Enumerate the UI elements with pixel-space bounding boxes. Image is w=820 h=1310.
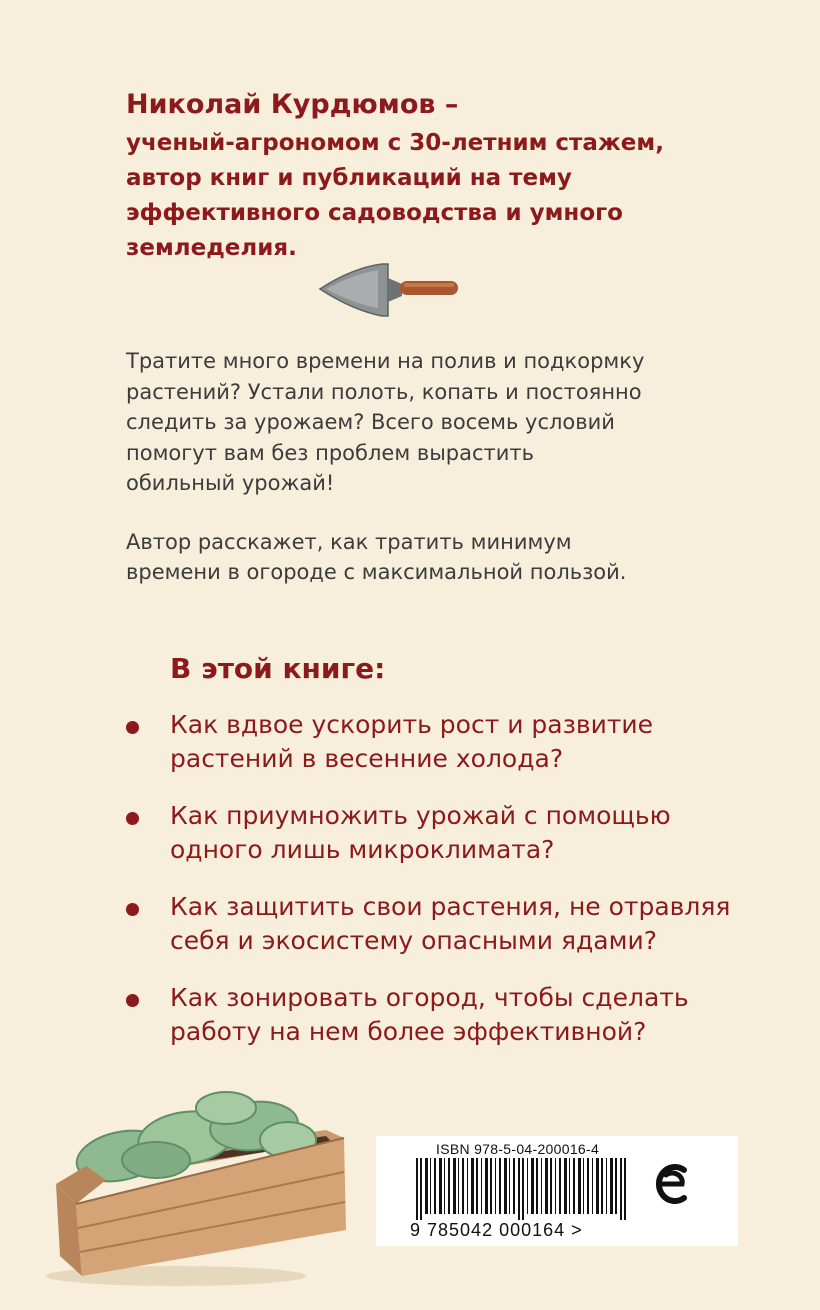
list-item-line: Как защитить свои растения, не отравляя [170,892,731,921]
trowel-icon [316,262,462,322]
barcode-icon [410,1158,650,1220]
book-contents-list [126,708,786,1072]
bullet-icon [126,994,139,1007]
list-item [126,890,786,958]
bullet-icon [126,903,139,916]
intro-line: растений? Устали полоть, копать и постоянно [126,379,642,404]
bullet-icon [126,721,139,734]
list-item [126,981,786,1049]
planter-icon [26,1080,356,1290]
author-description-line: ученый-агрономом с 30-летним стажем, [126,130,664,156]
list-item [126,708,786,776]
author-block [126,86,726,266]
intro-paragraph [126,346,726,499]
author-description-line: эффективного садоводства и умного [126,200,623,226]
bullet-icon [126,812,139,825]
intro-line: времени в огороде с максимальной пользой. [126,560,627,584]
list-item-line: Как зонировать огород, чтобы сделать [170,983,689,1012]
intro-line: обильный урожай! [126,471,335,495]
publisher-logo-icon [652,1160,692,1208]
barcode-digits: 9 785042 000164 > [410,1220,583,1240]
author-description-line: земледелия. [126,235,297,261]
intro-line: помогут вам без проблем вырастить [126,440,535,465]
list-item-line: Как вдвое ускорить рост и развитие [170,710,654,739]
book-contents-title: В этой книге: [170,652,386,685]
intro-line: Автор расскажет, как тратить минимум [126,529,572,554]
list-item [126,799,786,867]
list-item-line: себя и экосистему опасными ядами? [170,926,657,955]
author-description-line: автор книг и публикаций на тему [126,165,572,191]
list-item-line: одного лишь микроклимата? [170,835,555,864]
intro-line: следить за урожаем? Всего восемь условий [126,410,615,434]
list-item-line: растений в весенние холода? [170,744,564,773]
intro-paragraph [126,527,726,588]
intro-text [126,346,726,588]
intro-line: Тратите много времени на полив и подкормку [126,349,645,373]
list-item-line: Как приумножить урожай с помощью [170,801,671,830]
author-description [126,126,726,266]
isbn-number: ISBN 978-5-04-200016-4 [436,1141,600,1157]
author-name: Николай Курдюмов – [126,89,459,120]
list-item-line: работу на нем более эффективной? [170,1017,647,1046]
